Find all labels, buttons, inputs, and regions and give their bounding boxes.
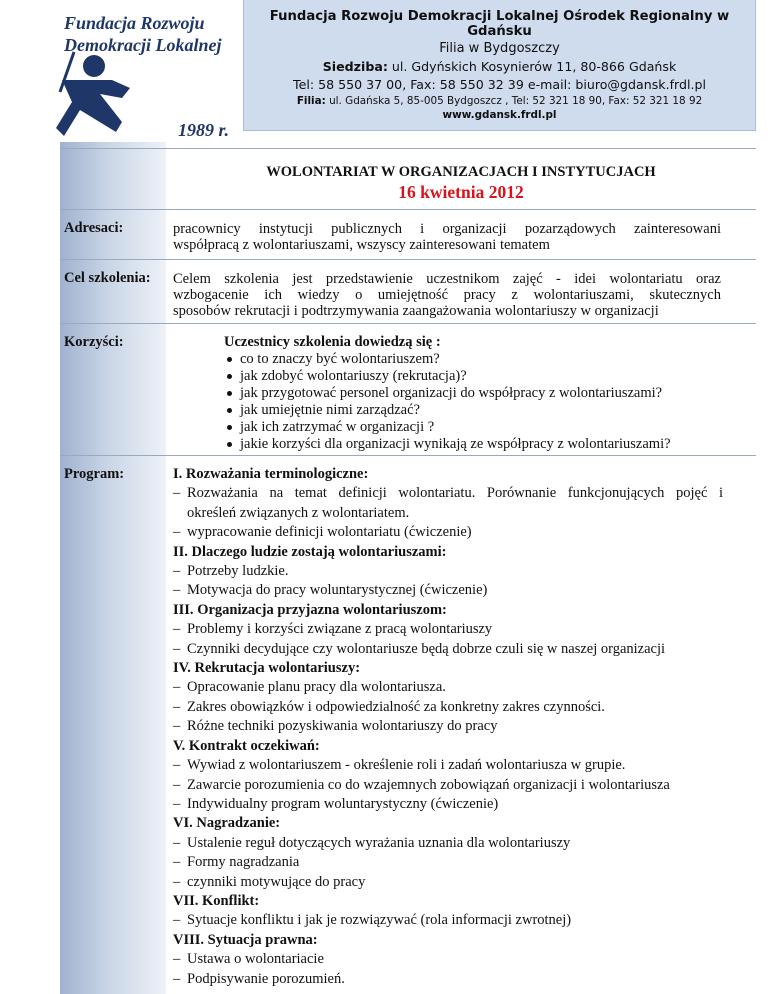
bullet-icon [227, 391, 232, 396]
bullet-icon [227, 357, 232, 362]
list-item [224, 385, 671, 402]
list-item [173, 484, 723, 503]
program-section-heading [173, 465, 723, 484]
list-item [173, 523, 723, 542]
section-number: VII. [173, 892, 199, 909]
section-number: VI. [173, 815, 193, 832]
list-item [173, 756, 723, 775]
list-item [173, 834, 723, 853]
document-date: 16 kwietnia 2012 [398, 182, 524, 202]
list-item-text: jak przygotować personel organizacji do współpracy z wolontariuszami? [240, 385, 663, 401]
logo-name-line2: Demokracji Lokalnej [64, 35, 222, 55]
benefits-list [224, 334, 671, 453]
dash: – [173, 873, 181, 890]
section-number: III. [173, 601, 194, 618]
header-website: www.gdansk.frdl.pl [442, 109, 557, 121]
list-item [173, 795, 723, 814]
section-number: VIII. [173, 931, 205, 948]
list-item-text: Motywacja do pracy woluntarystycznej (ćwiczenie) [187, 582, 488, 599]
list-item [173, 678, 723, 697]
program-section-heading [173, 543, 723, 562]
program-section-heading [173, 814, 723, 833]
dash: – [173, 563, 181, 580]
dash: – [173, 621, 181, 638]
list-item [173, 562, 723, 581]
dash: – [173, 951, 181, 968]
section-title: Sytuacja prawna: [207, 931, 318, 948]
dash: – [173, 698, 181, 715]
program-section-heading [173, 931, 723, 950]
label-adresaci: Adresaci: [64, 220, 124, 236]
list-item [173, 970, 723, 989]
header-branch: Filia w Bydgoszczy [439, 41, 560, 56]
dash: – [173, 757, 181, 774]
label-korzysci: Korzyści: [64, 334, 124, 350]
section-title: Kontrakt oczekiwań: [188, 737, 320, 754]
list-item-text: czynniki motywujące do pracy [187, 873, 366, 890]
header-address-label: Siedziba: [322, 59, 388, 74]
list-item-text: Zakres obowiązków i odpowiedzialność za konkretny zakres czynności. [187, 698, 605, 715]
title-divider [60, 209, 756, 210]
benefits-intro: Uczestnicy szkolenia dowiedzą się : [224, 334, 441, 350]
bullet-icon [227, 408, 232, 413]
list-item [224, 402, 671, 419]
section-divider [60, 259, 756, 260]
dash: – [173, 912, 181, 929]
section-number: V. [173, 737, 186, 754]
header-address [244, 59, 755, 74]
logo-figure-icon [56, 50, 176, 150]
section-title: Rekrutacja wolontariuszy: [194, 660, 361, 677]
list-item-text: Opracowanie planu pracy dla wolontariusza. [187, 679, 446, 696]
list-item-continuation: określeń związanych z wolontariatem. [187, 504, 410, 521]
dash: – [173, 854, 181, 871]
logo-year: 1989 r. [178, 120, 230, 140]
list-item-text: Wywiad z wolontariuszem - określenie roli i zadań wolontariusza w grupie. [187, 757, 626, 774]
program-list [173, 465, 723, 989]
list-item [173, 776, 723, 795]
section-title: Organizacja przyjazna wolontariuszom: [197, 601, 447, 618]
section-number: II. [173, 543, 188, 560]
adresaci-line: współpracą z wolontariuszami, wszyscy zainteresowani tematem [173, 237, 550, 253]
section-number: IV. [173, 660, 191, 677]
header-branch-label: Filia: [296, 95, 326, 107]
bullet-icon [227, 442, 232, 447]
list-item-text: Rozważania na temat definicji wolontariatu. Porównanie funkcjonujących pojęć i [187, 485, 723, 502]
section-number: I. [173, 466, 183, 482]
header-branch-text: ul. Gdańska 5, 85-005 Bydgoszcz , Tel: 52 321 18 90, Fax: 52 321 18 92 [325, 95, 703, 107]
label-program: Program: [64, 466, 125, 482]
program-section-heading [173, 659, 723, 678]
section-title: Dlaczego ludzie zostają wolontariuszami: [191, 543, 447, 560]
logo-name-line1: Fundacja Rozwoju [64, 13, 205, 33]
bullet-icon [227, 374, 232, 379]
list-item [173, 581, 723, 600]
bullet-icon [227, 425, 232, 430]
list-item-text: jakie korzyści dla organizacji wynikają ze współpracy z wolontariuszami? [240, 436, 671, 452]
label-cel-szkolenia: Cel szkolenia: [64, 270, 151, 286]
section-title: Konflikt: [202, 892, 260, 909]
list-item [173, 698, 723, 717]
list-item-text: co to znaczy być wolontariuszem? [240, 351, 440, 367]
dash: – [173, 795, 181, 812]
dash: – [173, 640, 181, 657]
cel-line: sposobów rekrutacji i podtrzymywania zaangażowania wolontariuszy w organizacji [173, 303, 659, 319]
list-item [224, 368, 671, 385]
list-item-text: Ustalenie reguł dotyczących wyrażania uznania dla wolontariuszy [187, 834, 571, 851]
list-item-text: jak ich zatrzymać w organizacji ? [240, 419, 435, 435]
list-item [224, 436, 671, 453]
list-item-text: Potrzeby ludzkie. [187, 563, 289, 580]
program-section-heading [173, 601, 723, 620]
list-item [224, 351, 671, 368]
cel-line: wzbogacenie ich wiedzy o umiejętność pracy z wolontariuszami, skutecznych [173, 287, 721, 303]
list-item-text: Problemy i korzyści związane z pracą wolontariuszy [187, 621, 493, 638]
list-item [173, 950, 723, 969]
list-item-text: Sytuacje konfliktu i jak je rozwiązywać (rola informacji zwrotnej) [187, 912, 572, 929]
dash: – [173, 524, 181, 541]
section-divider [60, 323, 756, 324]
list-item [173, 911, 723, 930]
list-item-text: Indywidualny program woluntarystyczny (ćwiczenie) [187, 795, 499, 812]
section-title: Nagradzanie: [196, 815, 281, 832]
dash: – [173, 970, 181, 987]
dash: – [173, 582, 181, 599]
header-divider [60, 148, 756, 149]
list-item-text: wypracowanie definicji wolontariatu (ćwiczenie) [187, 524, 472, 541]
header-address-text: ul. Gdyńskich Kosynierów 11, 80-866 Gdańsk [387, 59, 677, 74]
list-item-text: Podpisywanie porozumień. [187, 970, 345, 987]
list-item-text: Różne techniki pozyskiwania wolontariuszy do pracy [187, 718, 498, 735]
list-item-text: Czynniki decydujące czy wolontariusze będą dobrze czuli się w naszej organizacji [187, 640, 666, 657]
dash: – [173, 679, 181, 696]
program-section-heading [173, 737, 723, 756]
header-branch-address [244, 95, 755, 107]
list-item-text: Ustawa o wolontariacie [187, 951, 324, 968]
list-item [224, 419, 671, 436]
list-item [173, 620, 723, 639]
list-item-text: jak zdobyć wolontariuszy (rekrutacja)? [240, 368, 467, 384]
header-org-name: Fundacja Rozwoju Demokracji Lokalnej Ośrodek Regionalny w Gdańsku [269, 9, 730, 39]
program-section-heading [173, 892, 723, 911]
adresaci-line: pracownicy instytucji publicznych i organizacji pozarządowych zainteresowani [173, 221, 721, 237]
dash: – [173, 718, 181, 735]
list-item [173, 717, 723, 736]
list-item [173, 853, 723, 872]
header-box [243, 0, 756, 131]
cel-line: Celem szkolenia jest przedstawienie uczestnikom zajęć - idei wolontariatu oraz [173, 271, 721, 287]
header-contact: Tel: 58 550 37 00, Fax: 58 550 32 39 e-mail: biuro@gdansk.frdl.pl [293, 77, 706, 92]
cel-text [173, 271, 721, 319]
section-title: Rozważania terminologiczne: [185, 466, 369, 482]
list-item-text: Formy nagradzania [187, 854, 300, 871]
list-item [173, 873, 723, 892]
document-title: WOLONTARIAT W ORGANIZACJACH I INSTYTUCJACH [266, 164, 656, 180]
section-divider [60, 455, 756, 456]
dash: – [173, 776, 181, 793]
dash: – [173, 485, 181, 502]
list-item [173, 640, 723, 659]
list-item-text: jak umiejętnie nimi zarządzać? [240, 402, 420, 418]
list-item-text: Zawarcie porozumienia co do wzajemnych zobowiązań organizacji i wolontariusza [187, 776, 670, 793]
dash: – [173, 834, 181, 851]
adresaci-text [173, 221, 721, 253]
